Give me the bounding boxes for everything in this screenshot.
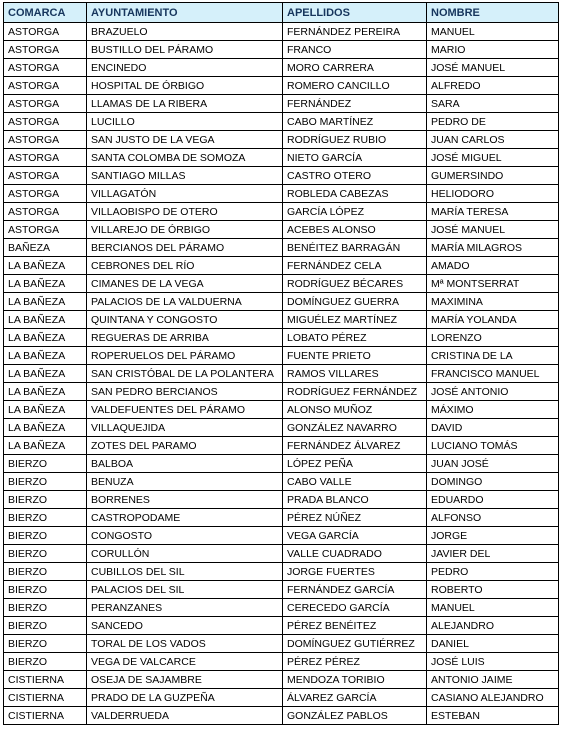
table-row [4, 365, 559, 383]
cell-nombre: PEDRO DE [427, 113, 559, 131]
cell-comarca: BIERZO [4, 455, 87, 473]
cell-ayuntamiento: REGUERAS DE ARRIBA [87, 329, 283, 347]
cell-apellidos: GONZÁLEZ PABLOS [283, 707, 427, 725]
cell-ayuntamiento: VEGA DE VALCARCE [87, 653, 283, 671]
table-row [4, 437, 559, 455]
table-row [4, 491, 559, 509]
cell-nombre: JOSÉ MIGUEL [427, 149, 559, 167]
cell-comarca: CISTIERNA [4, 707, 87, 725]
table-row [4, 203, 559, 221]
table-row [4, 149, 559, 167]
cell-apellidos: MENDOZA TORIBIO [283, 671, 427, 689]
cell-nombre: CRISTINA DE LA [427, 347, 559, 365]
table-row [4, 419, 559, 437]
cell-nombre: DAVID [427, 419, 559, 437]
cell-comarca: LA BAÑEZA [4, 293, 87, 311]
cell-apellidos: ACEBES ALONSO [283, 221, 427, 239]
cell-nombre: ANTONIO JAIME [427, 671, 559, 689]
table-row [4, 509, 559, 527]
cell-apellidos: PÉREZ BENÉITEZ [283, 617, 427, 635]
cell-apellidos: CABO VALLE [283, 473, 427, 491]
table-row [4, 635, 559, 653]
table-row [4, 185, 559, 203]
cell-nombre: LUCIANO TOMÁS [427, 437, 559, 455]
table-row [4, 455, 559, 473]
cell-comarca: LA BAÑEZA [4, 347, 87, 365]
cell-ayuntamiento: SAN CRISTÓBAL DE LA POLANTERA [87, 365, 283, 383]
cell-apellidos: ROMERO CANCILLO [283, 77, 427, 95]
cell-ayuntamiento: ROPERUELOS DEL PÁRAMO [87, 347, 283, 365]
table-row [4, 239, 559, 257]
cell-nombre: MANUEL [427, 23, 559, 41]
cell-ayuntamiento: CONGOSTO [87, 527, 283, 545]
cell-ayuntamiento: VALDEFUENTES DEL PÁRAMO [87, 401, 283, 419]
cell-apellidos: RODRÍGUEZ BÉCARES [283, 275, 427, 293]
cell-ayuntamiento: CASTROPODAME [87, 509, 283, 527]
table-row [4, 311, 559, 329]
table-header [4, 3, 559, 23]
cell-ayuntamiento: SANCEDO [87, 617, 283, 635]
table-row [4, 545, 559, 563]
cell-apellidos: PÉREZ PÉREZ [283, 653, 427, 671]
cell-apellidos: FERNÁNDEZ CELA [283, 257, 427, 275]
cell-ayuntamiento: CEBRONES DEL RÍO [87, 257, 283, 275]
cell-ayuntamiento: PALACIOS DE LA VALDUERNA [87, 293, 283, 311]
cell-nombre: JUAN CARLOS [427, 131, 559, 149]
cell-comarca: BAÑEZA [4, 239, 87, 257]
cell-apellidos: PÉREZ NÚÑEZ [283, 509, 427, 527]
cell-ayuntamiento: PALACIOS DEL SIL [87, 581, 283, 599]
cell-comarca: LA BAÑEZA [4, 419, 87, 437]
cell-ayuntamiento: BORRENES [87, 491, 283, 509]
cell-ayuntamiento: SAN PEDRO BERCIANOS [87, 383, 283, 401]
table-row [4, 293, 559, 311]
cell-comarca: BIERZO [4, 545, 87, 563]
cell-apellidos: GARCÍA LÓPEZ [283, 203, 427, 221]
cell-nombre: MANUEL [427, 599, 559, 617]
cell-nombre: ALFONSO [427, 509, 559, 527]
cell-nombre: DOMINGO [427, 473, 559, 491]
cell-nombre: MÁXIMO [427, 401, 559, 419]
cell-ayuntamiento: QUINTANA Y CONGOSTO [87, 311, 283, 329]
cell-comarca: LA BAÑEZA [4, 365, 87, 383]
cell-ayuntamiento: BENUZA [87, 473, 283, 491]
table-row [4, 131, 559, 149]
table-row [4, 329, 559, 347]
cell-comarca: BIERZO [4, 527, 87, 545]
table-row [4, 617, 559, 635]
cell-nombre: JUAN JOSÉ [427, 455, 559, 473]
cell-comarca: LA BAÑEZA [4, 383, 87, 401]
cell-apellidos: RODRÍGUEZ RUBIO [283, 131, 427, 149]
cell-apellidos: NIETO GARCÍA [283, 149, 427, 167]
cell-comarca: BIERZO [4, 635, 87, 653]
table-container [3, 2, 559, 725]
table-row [4, 689, 559, 707]
table-row [4, 599, 559, 617]
cell-comarca: CISTIERNA [4, 689, 87, 707]
table-row [4, 275, 559, 293]
cell-ayuntamiento: VILLAGATÓN [87, 185, 283, 203]
header-ayuntamiento: AYUNTAMIENTO [87, 3, 283, 23]
cell-nombre: Mª MONTSERRAT [427, 275, 559, 293]
table-row [4, 653, 559, 671]
header-comarca: COMARCA [4, 3, 87, 23]
cell-ayuntamiento: BRAZUELO [87, 23, 283, 41]
cell-apellidos: RODRÍGUEZ FERNÁNDEZ [283, 383, 427, 401]
cell-ayuntamiento: SANTA COLOMBA DE SOMOZA [87, 149, 283, 167]
cell-nombre: MAXIMINA [427, 293, 559, 311]
table-row [4, 41, 559, 59]
cell-comarca: LA BAÑEZA [4, 311, 87, 329]
table-row [4, 23, 559, 41]
header-row [4, 3, 559, 23]
cell-ayuntamiento: LLAMAS DE LA RIBERA [87, 95, 283, 113]
cell-comarca: BIERZO [4, 563, 87, 581]
cell-apellidos: FERNÁNDEZ GARCÍA [283, 581, 427, 599]
cell-nombre: ALFREDO [427, 77, 559, 95]
cell-nombre: DANIEL [427, 635, 559, 653]
cell-apellidos: FUENTE PRIETO [283, 347, 427, 365]
cell-nombre: HELIODORO [427, 185, 559, 203]
cell-apellidos: FERNÁNDEZ ÁLVAREZ [283, 437, 427, 455]
table-row [4, 581, 559, 599]
cell-ayuntamiento: HOSPITAL DE ÓRBIGO [87, 77, 283, 95]
cell-apellidos: CERECEDO GARCÍA [283, 599, 427, 617]
cell-comarca: BIERZO [4, 599, 87, 617]
cell-apellidos: MIGUÉLEZ MARTÍNEZ [283, 311, 427, 329]
cell-comarca: ASTORGA [4, 77, 87, 95]
table-row [4, 113, 559, 131]
cell-nombre: EDUARDO [427, 491, 559, 509]
cell-comarca: BIERZO [4, 491, 87, 509]
table-row [4, 563, 559, 581]
table-row [4, 527, 559, 545]
cell-ayuntamiento: CUBILLOS DEL SIL [87, 563, 283, 581]
cell-comarca: BIERZO [4, 653, 87, 671]
cell-nombre: GUMERSINDO [427, 167, 559, 185]
cell-apellidos: FERNÁNDEZ PEREIRA [283, 23, 427, 41]
table-row [4, 95, 559, 113]
cell-comarca: LA BAÑEZA [4, 437, 87, 455]
cell-ayuntamiento: TORAL DE LOS VADOS [87, 635, 283, 653]
officials-table [3, 2, 559, 725]
cell-comarca: ASTORGA [4, 221, 87, 239]
cell-apellidos: DOMÍNGUEZ GUERRA [283, 293, 427, 311]
cell-apellidos: ÁLVAREZ GARCÍA [283, 689, 427, 707]
cell-nombre: JOSÉ LUIS [427, 653, 559, 671]
cell-nombre: LORENZO [427, 329, 559, 347]
cell-comarca: LA BAÑEZA [4, 401, 87, 419]
cell-ayuntamiento: LUCILLO [87, 113, 283, 131]
cell-apellidos: FERNÁNDEZ [283, 95, 427, 113]
cell-nombre: JOSÉ ANTONIO [427, 383, 559, 401]
cell-ayuntamiento: BERCIANOS DEL PÁRAMO [87, 239, 283, 257]
cell-nombre: JOSÉ MANUEL [427, 221, 559, 239]
cell-nombre: JOSÉ MANUEL [427, 59, 559, 77]
cell-comarca: ASTORGA [4, 185, 87, 203]
cell-comarca: LA BAÑEZA [4, 257, 87, 275]
cell-ayuntamiento: OSEJA DE SAJAMBRE [87, 671, 283, 689]
cell-comarca: BIERZO [4, 617, 87, 635]
cell-ayuntamiento: CORULLÓN [87, 545, 283, 563]
cell-nombre: MARÍA MILAGROS [427, 239, 559, 257]
cell-apellidos: GONZÁLEZ NAVARRO [283, 419, 427, 437]
cell-comarca: LA BAÑEZA [4, 275, 87, 293]
cell-ayuntamiento: VILLAQUEJIDA [87, 419, 283, 437]
cell-nombre: ESTEBAN [427, 707, 559, 725]
cell-nombre: JORGE [427, 527, 559, 545]
header-apellidos: APELLIDOS [283, 3, 427, 23]
cell-nombre: MARÍA YOLANDA [427, 311, 559, 329]
table-row [4, 167, 559, 185]
cell-comarca: ASTORGA [4, 149, 87, 167]
cell-comarca: BIERZO [4, 509, 87, 527]
header-nombre: NOMBRE [427, 3, 559, 23]
cell-ayuntamiento: BALBOA [87, 455, 283, 473]
cell-comarca: ASTORGA [4, 113, 87, 131]
cell-comarca: BIERZO [4, 581, 87, 599]
cell-nombre: MARIO [427, 41, 559, 59]
cell-nombre: SARA [427, 95, 559, 113]
cell-apellidos: DOMÍNGUEZ GUTIÉRREZ [283, 635, 427, 653]
table-row [4, 59, 559, 77]
cell-nombre: AMADO [427, 257, 559, 275]
cell-comarca: ASTORGA [4, 41, 87, 59]
cell-ayuntamiento: SAN JUSTO DE LA VEGA [87, 131, 283, 149]
table-row [4, 401, 559, 419]
cell-apellidos: BENÉITEZ BARRAGÁN [283, 239, 427, 257]
cell-apellidos: RAMOS VILLARES [283, 365, 427, 383]
cell-comarca: ASTORGA [4, 131, 87, 149]
table-row [4, 257, 559, 275]
cell-comarca: ASTORGA [4, 59, 87, 77]
cell-ayuntamiento: VILLAOBISPO DE OTERO [87, 203, 283, 221]
cell-nombre: ROBERTO [427, 581, 559, 599]
cell-apellidos: ROBLEDA CABEZAS [283, 185, 427, 203]
cell-nombre: ALEJANDRO [427, 617, 559, 635]
cell-apellidos: LÓPEZ PEÑA [283, 455, 427, 473]
cell-apellidos: LOBATO PÉREZ [283, 329, 427, 347]
cell-ayuntamiento: BUSTILLO DEL PÁRAMO [87, 41, 283, 59]
cell-comarca: ASTORGA [4, 167, 87, 185]
cell-apellidos: ALONSO MUÑOZ [283, 401, 427, 419]
cell-ayuntamiento: PRADO DE LA GUZPEÑA [87, 689, 283, 707]
cell-apellidos: MORO CARRERA [283, 59, 427, 77]
table-row [4, 347, 559, 365]
cell-comarca: ASTORGA [4, 23, 87, 41]
table-row [4, 77, 559, 95]
table-row [4, 707, 559, 725]
table-row [4, 383, 559, 401]
cell-nombre: MARÍA TERESA [427, 203, 559, 221]
cell-comarca: BIERZO [4, 473, 87, 491]
table-body [4, 23, 559, 725]
cell-ayuntamiento: PERANZANES [87, 599, 283, 617]
cell-ayuntamiento: ENCINEDO [87, 59, 283, 77]
cell-apellidos: VEGA GARCÍA [283, 527, 427, 545]
table-row [4, 221, 559, 239]
cell-comarca: ASTORGA [4, 95, 87, 113]
cell-comarca: ASTORGA [4, 203, 87, 221]
cell-ayuntamiento: VILLAREJO DE ÓRBIGO [87, 221, 283, 239]
cell-nombre: PEDRO [427, 563, 559, 581]
cell-ayuntamiento: SANTIAGO MILLAS [87, 167, 283, 185]
cell-ayuntamiento: VALDERRUEDA [87, 707, 283, 725]
cell-ayuntamiento: ZOTES DEL PARAMO [87, 437, 283, 455]
table-row [4, 671, 559, 689]
cell-apellidos: JORGE FUERTES [283, 563, 427, 581]
table-row [4, 473, 559, 491]
cell-nombre: CASIANO ALEJANDRO [427, 689, 559, 707]
cell-ayuntamiento: CIMANES DE LA VEGA [87, 275, 283, 293]
cell-comarca: CISTIERNA [4, 671, 87, 689]
cell-comarca: LA BAÑEZA [4, 329, 87, 347]
cell-nombre: JAVIER DEL [427, 545, 559, 563]
cell-apellidos: CASTRO OTERO [283, 167, 427, 185]
cell-apellidos: VALLE CUADRADO [283, 545, 427, 563]
cell-nombre: FRANCISCO MANUEL [427, 365, 559, 383]
cell-apellidos: PRADA BLANCO [283, 491, 427, 509]
cell-apellidos: FRANCO [283, 41, 427, 59]
cell-apellidos: CABO MARTÍNEZ [283, 113, 427, 131]
